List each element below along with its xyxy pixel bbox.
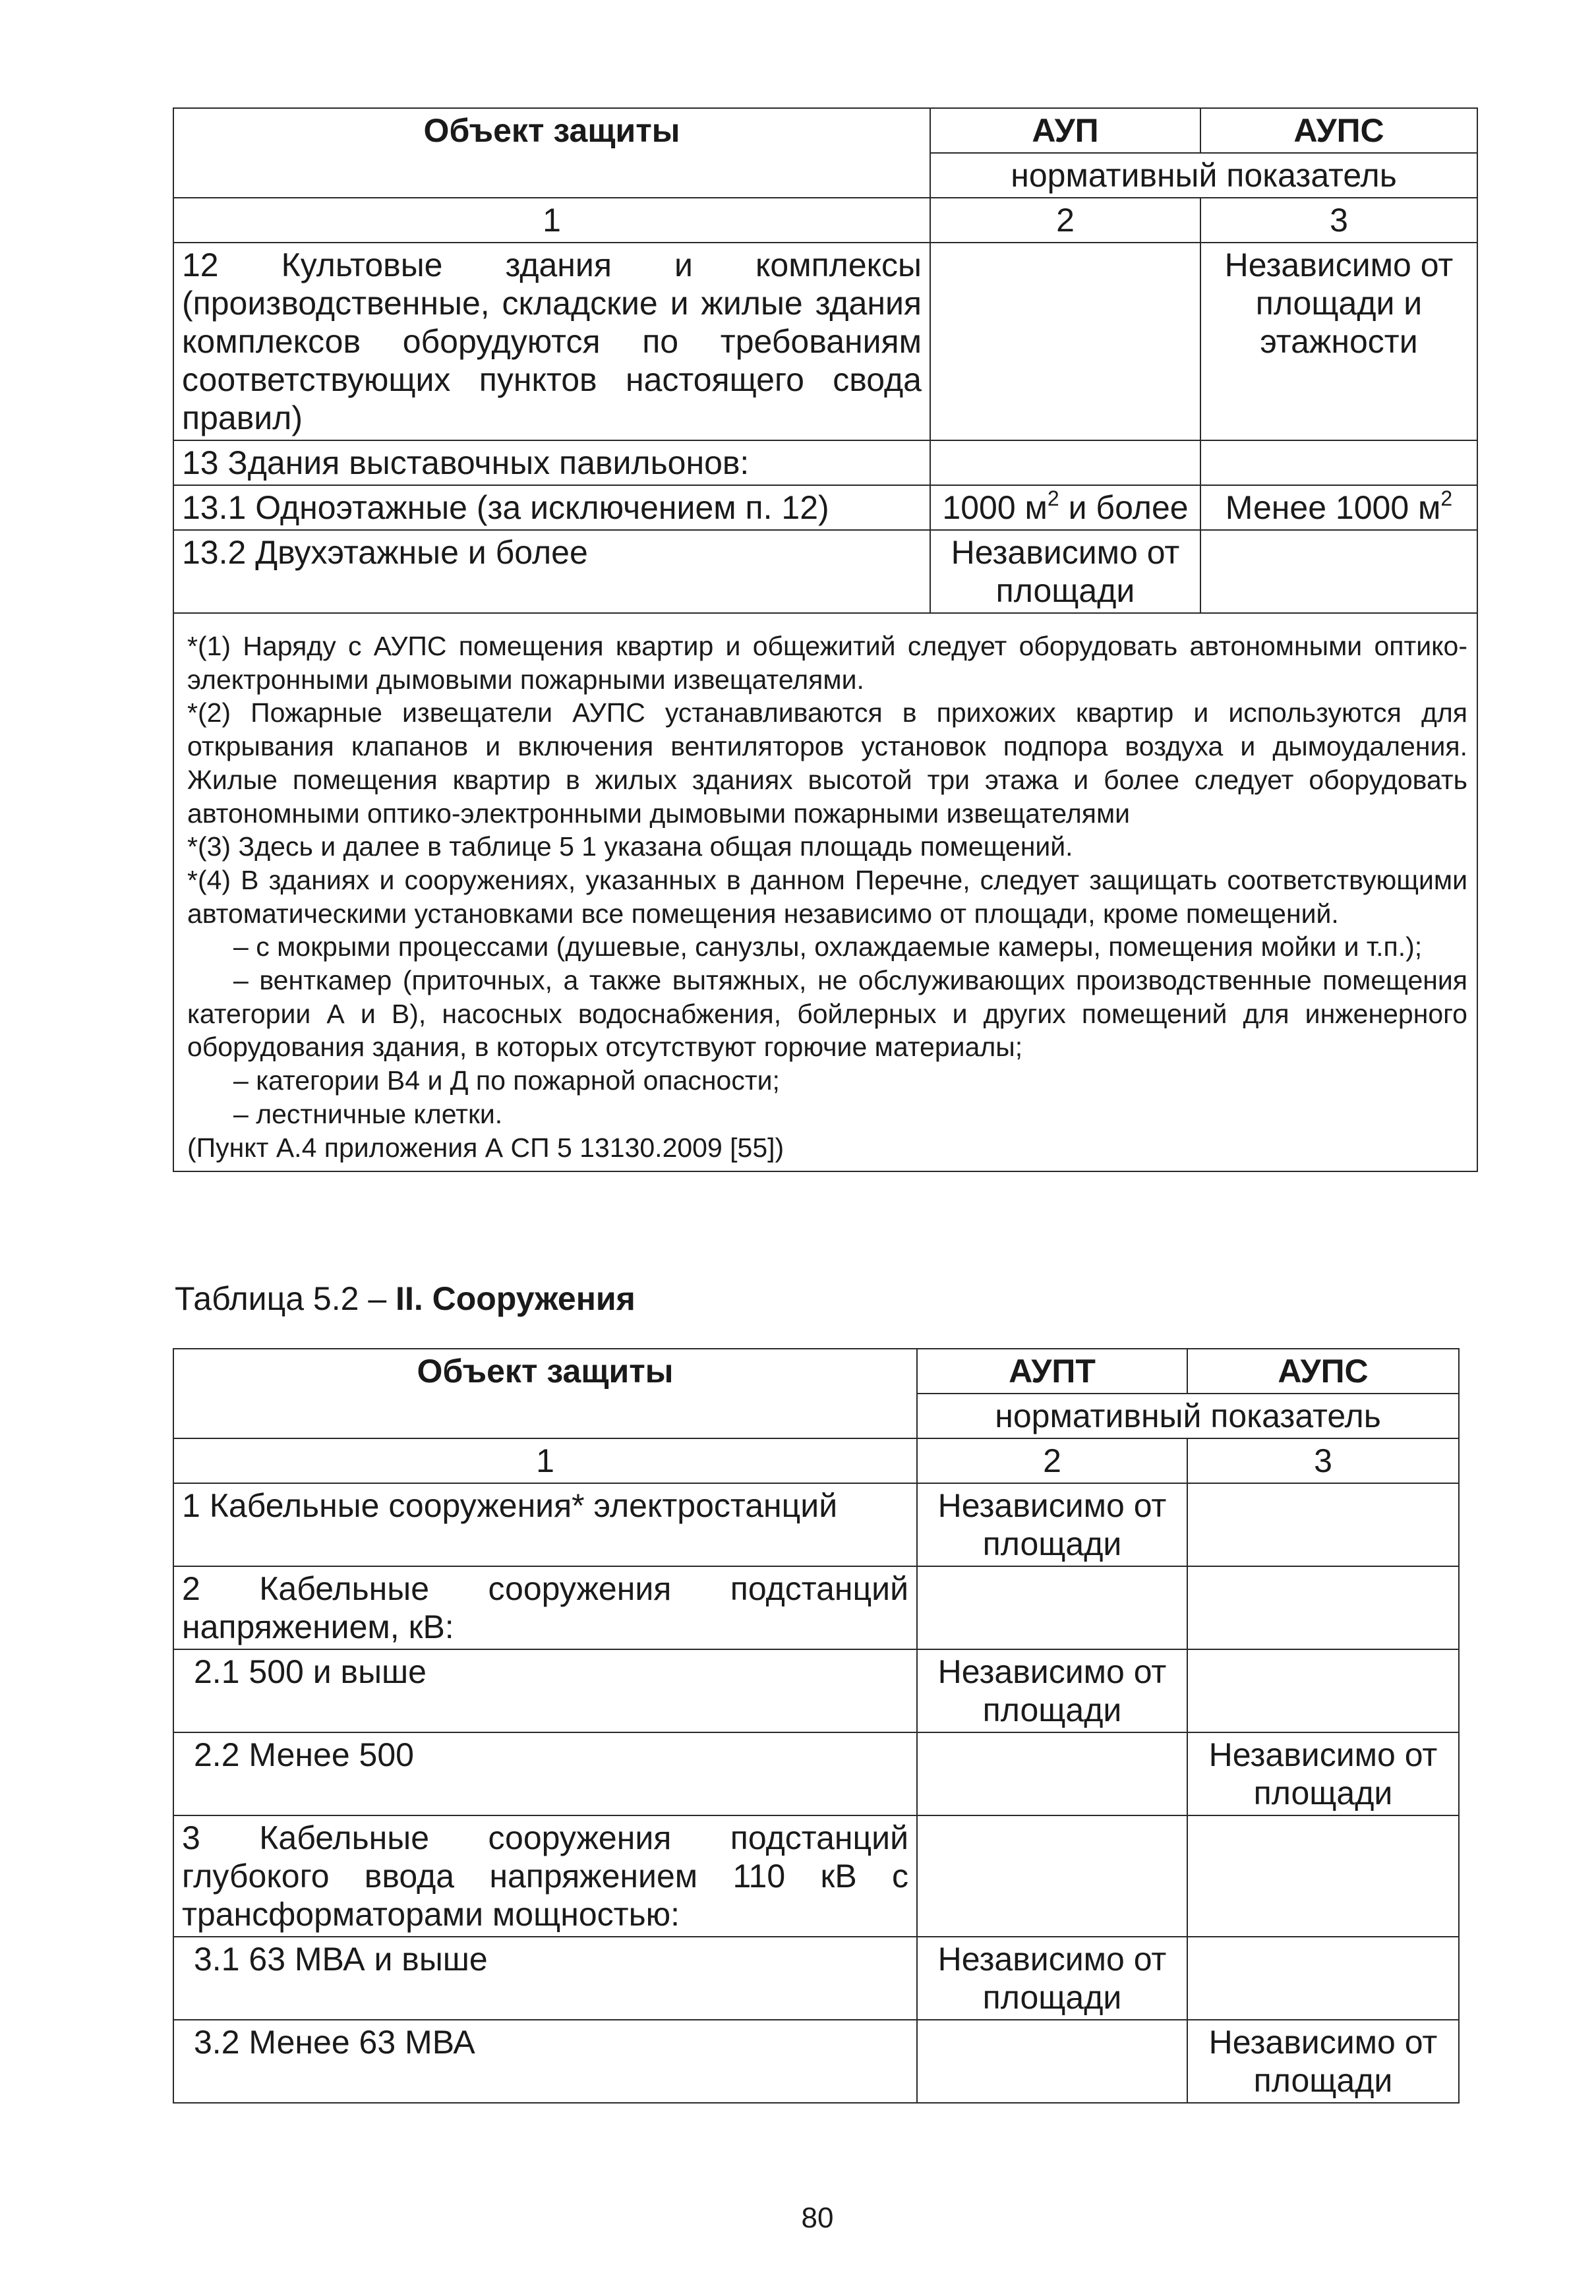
row-aupt: Независимо от площади bbox=[917, 1649, 1187, 1732]
row-aupt bbox=[917, 2020, 1187, 2103]
row-object: 2.1 500 и выше bbox=[173, 1649, 917, 1732]
header-aup: АУП bbox=[930, 108, 1200, 153]
aups-value: Менее 1000 м bbox=[1225, 489, 1441, 526]
row-aup bbox=[930, 243, 1200, 440]
row-object: 3.1 63 МВА и выше bbox=[173, 1937, 917, 2020]
note-reference: (Пункт А.4 приложения А СП 5 13130.2009 [55]) bbox=[187, 1132, 784, 1163]
row-aups bbox=[1200, 485, 1477, 530]
table-caption bbox=[175, 1279, 635, 1318]
row-aups bbox=[1187, 1937, 1459, 2020]
header-aups: АУПС bbox=[1187, 1349, 1459, 1394]
row-object: 13.2 Двухэтажные и более bbox=[173, 530, 930, 613]
note-3: *(3) Здесь и далее в таблице 5 1 указана общая площадь помещений. bbox=[187, 831, 1073, 862]
notes-row bbox=[173, 613, 1477, 1171]
table-row bbox=[173, 1937, 1459, 2020]
row-aupt: Независимо от площади bbox=[917, 1483, 1187, 1566]
table-row bbox=[173, 440, 1477, 485]
row-aups bbox=[1187, 1815, 1459, 1937]
note-bullet-2: – венткамер (приточных, а также вытяжных, не обслуживающих производственные помещения категории А и В), насосных водоснабжения, бойлерных и других помещений для инженерного оборудования здания, в которых отсутствуют горючие материалы; bbox=[187, 965, 1467, 1063]
table-row bbox=[173, 243, 1477, 440]
row-aup bbox=[930, 440, 1200, 485]
row-object: 1 Кабельные сооружения* электростанций bbox=[173, 1483, 917, 1566]
aups-sup: 2 bbox=[1440, 486, 1453, 510]
row-aup bbox=[930, 485, 1200, 530]
row-aups: Независимо от площади bbox=[1187, 2020, 1459, 2103]
row-aups bbox=[1187, 1483, 1459, 1566]
row-aups: Независимо от площади и этажности bbox=[1200, 243, 1477, 440]
note-bullet-4: – лестничные клетки. bbox=[233, 1098, 503, 1129]
table-row bbox=[173, 485, 1477, 530]
header-norm: нормативный показатель bbox=[917, 1394, 1459, 1438]
caption-prefix: Таблица 5.2 – bbox=[175, 1280, 396, 1317]
table-row bbox=[173, 2020, 1459, 2103]
row-object: 3.2 Менее 63 МВА bbox=[173, 2020, 917, 2103]
col-number-3: 3 bbox=[1187, 1438, 1459, 1483]
row-aups bbox=[1187, 1649, 1459, 1732]
table-row bbox=[173, 1566, 1459, 1649]
row-aupt bbox=[917, 1732, 1187, 1815]
note-bullet-3: – категории В4 и Д по пожарной опасности; bbox=[233, 1065, 780, 1096]
row-aups bbox=[1187, 1566, 1459, 1649]
page-number: 80 bbox=[801, 2202, 834, 2234]
aup-value: 1000 м bbox=[942, 489, 1048, 526]
col-number-1: 1 bbox=[173, 1438, 917, 1483]
row-object: 2.2 Менее 500 bbox=[173, 1732, 917, 1815]
row-aupt bbox=[917, 1815, 1187, 1937]
header-norm: нормативный показатель bbox=[930, 153, 1477, 198]
header-object: Объект защиты bbox=[173, 108, 930, 198]
row-object: 13.1 Одноэтажные (за исключением п. 12) bbox=[173, 485, 930, 530]
caption-title: II. Сооружения bbox=[396, 1280, 635, 1317]
header-aupt: АУПТ bbox=[917, 1349, 1187, 1394]
col-number-2: 2 bbox=[917, 1438, 1187, 1483]
note-bullet-1: – с мокрыми процессами (душевые, санузлы, охлаждаемые камеры, помещения мойки и т.п.); bbox=[233, 931, 1423, 962]
row-object: 2 Кабельные сооружения подстанций напряжением, кВ: bbox=[173, 1566, 917, 1649]
table-row bbox=[173, 1815, 1459, 1937]
row-aupt: Независимо от площади bbox=[917, 1937, 1187, 2020]
notes-cell bbox=[173, 613, 1477, 1171]
table-buildings bbox=[173, 107, 1478, 1172]
table-structures bbox=[173, 1348, 1460, 2104]
row-object: 13 Здания выставочных павильонов: bbox=[173, 440, 930, 485]
header-object: Объект защиты bbox=[173, 1349, 917, 1438]
note-1: *(1) Наряду с АУПС помещения квартир и общежитий следует оборудовать автономными оптико-электронными дымовыми пожарными извещателями. bbox=[187, 631, 1467, 695]
table-row bbox=[173, 1649, 1459, 1732]
row-aups: Независимо от площади bbox=[1187, 1732, 1459, 1815]
header-aups: АУПС bbox=[1200, 108, 1477, 153]
note-2: *(2) Пожарные извещатели АУПС устанавливаются в прихожих квартир и используются для открывания клапанов и включения вентиляторов установок подпора воздуха и дымоудаления. Жилые помещения квартир в жилых зданиях высотой три этажа и более следует оборудовать автономными оптико-электронными дымовыми пожарными извещателями bbox=[187, 697, 1467, 829]
aup-sup: 2 bbox=[1047, 486, 1059, 510]
row-object: 12 Культовые здания и комплексы (производственные, складские и жилые здания комплексов оборудуются по требованиям соответствующих пунктов настоящего свода правил) bbox=[173, 243, 930, 440]
row-aups bbox=[1200, 440, 1477, 485]
col-number-2: 2 bbox=[930, 198, 1200, 243]
aup-tail: и более bbox=[1059, 489, 1189, 526]
note-4: *(4) В зданиях и сооружениях, указанных в данном Перечне, следует защищать соответствующими автоматическими установками все помещения независимо от площади, кроме помещений. bbox=[187, 864, 1467, 929]
table-row bbox=[173, 1732, 1459, 1815]
row-aupt bbox=[917, 1566, 1187, 1649]
row-aups bbox=[1200, 530, 1477, 613]
row-object: 3 Кабельные сооружения подстанций глубокого ввода напряжением 110 кВ с трансформаторами мощностью: bbox=[173, 1815, 917, 1937]
table-row bbox=[173, 530, 1477, 613]
row-aup: Независимо от площади bbox=[930, 530, 1200, 613]
table-row bbox=[173, 1483, 1459, 1566]
col-number-3: 3 bbox=[1200, 198, 1477, 243]
col-number-1: 1 bbox=[173, 198, 930, 243]
